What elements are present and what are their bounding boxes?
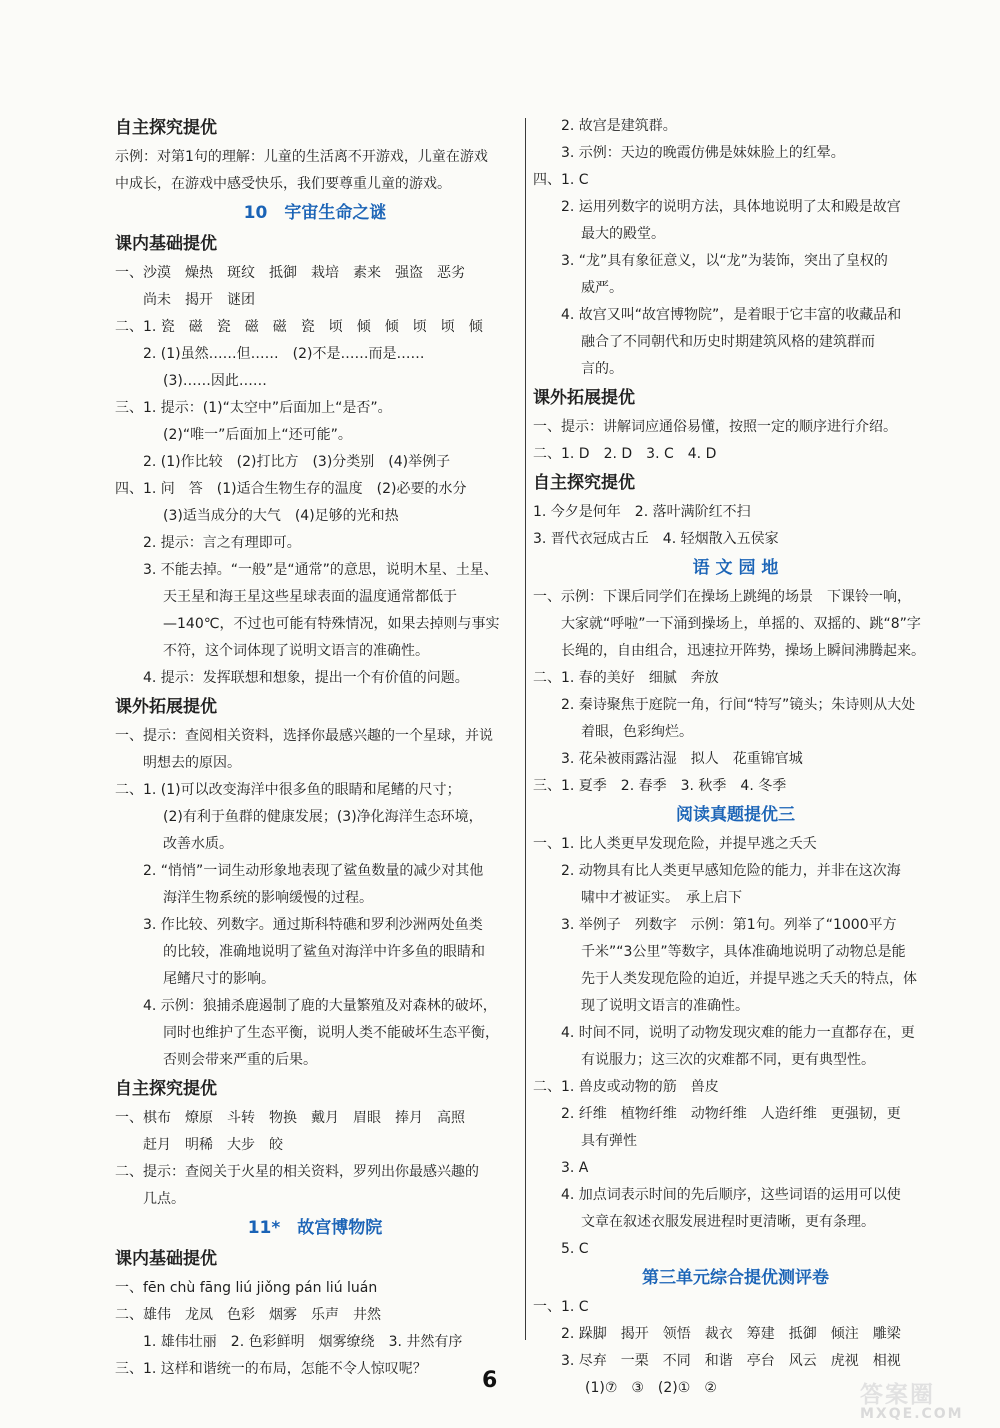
answer-line: 四、1. 问 答 (1)适合生物生存的温度 (2)必要的水分 — [115, 481, 467, 497]
answer-line: 尚未 揭开 谜团 — [143, 292, 255, 308]
section-heading: 自主探究提优 — [115, 118, 217, 138]
answer-line: 二、1. D 2. D 3. C 4. D — [533, 446, 717, 462]
answer-line: 4. 提示：发挥联想和想象，提出一个有价值的问题。 — [143, 670, 469, 686]
answer-line: 二、雄伟 龙凤 色彩 烟雾 乐声 井然 — [115, 1307, 381, 1323]
answer-line: (3)适当成分的大气 (4)足够的光和热 — [163, 508, 399, 524]
answer-line: 一、沙漠 燥热 斑纹 抵御 栽培 素来 强盗 恶劣 — [115, 265, 465, 281]
answer-line: 3. 示例：天边的晚霞仿佛是妹妹脸上的红晕。 — [561, 145, 845, 161]
answer-line: 2. 运用列数字的说明方法，具体地说明了太和殿是故宫 — [561, 199, 901, 215]
answer-line: 一、棋布 燎原 斗转 物换 戴月 眉眼 捧月 高照 — [115, 1110, 465, 1126]
answer-line: 有说服力；这三次的灾难都不同，更有典型性。 — [581, 1052, 875, 1068]
answer-line: 2. 跺脚 揭开 领悟 裁衣 筹建 抵御 倾注 雕梁 — [561, 1326, 901, 1342]
answer-line: 2. 故宫是建筑群。 — [561, 118, 677, 134]
answer-line: 一、1. 比人类更早发现危险，并提早逃之夭夭 — [533, 836, 817, 852]
answer-line: 一、fēn chù fāng liú jiǒng pán liú luán — [115, 1280, 378, 1296]
answer-line: 现了说明文语言的准确性。 — [581, 998, 749, 1014]
answer-line: (1)⑦ ③ (2)① ② — [585, 1380, 717, 1396]
answer-line: 明想去的原因。 — [143, 755, 241, 771]
answer-line: 3. 举例子 列数字 示例：第1句。列举了“1000平方 — [561, 917, 897, 933]
answer-line: 2. (1)虽然……但…… (2)不是……而是…… — [143, 346, 425, 362]
section-heading: 课内基础提优 — [115, 234, 217, 254]
answer-line: 2. (1)作比较 (2)打比方 (3)分类别 (4)举例子 — [143, 454, 451, 470]
answer-line: 2. 提示：言之有理即可。 — [143, 535, 301, 551]
answer-line: 具有弹性 — [581, 1133, 637, 1149]
answer-line: 4. 故宫又叫“故宫博物院”，是着眼于它丰富的收藏品和 — [561, 307, 902, 323]
right-column — [533, 113, 938, 1402]
answer-line: 几点。 — [143, 1191, 185, 1207]
answer-line: 一、提示：讲解词应通俗易懂，按照一定的顺序进行介绍。 — [533, 419, 897, 435]
answer-line: 一、提示：查阅相关资料，选择你最感兴趣的一个星球，并说 — [115, 728, 493, 744]
answer-line: 中成长，在游戏中感受快乐，我们要尊重儿童的游戏。 — [115, 176, 451, 192]
answer-line: 三、1. 这样和谐统一的布局，怎能不令人惊叹呢？ — [115, 1361, 427, 1377]
answer-line: 5. C — [561, 1241, 589, 1257]
answer-line: 着眼，色彩绚烂。 — [581, 724, 693, 740]
answer-line: 2. 秦诗聚焦于庭院一角，行间“特写”镜头；朱诗则从大处 — [561, 697, 916, 713]
answer-line: 最大的殿堂。 — [581, 226, 665, 242]
answer-line: 同时也维护了生态平衡，说明人类不能破坏生态平衡， — [163, 1025, 499, 1041]
answer-line: 威严。 — [581, 280, 623, 296]
answer-line: 3. A — [561, 1160, 589, 1176]
section-heading: 课外拓展提优 — [533, 388, 635, 408]
answer-line: 4. 示例：狼捕杀鹿遏制了鹿的大量繁殖及对森林的破坏， — [143, 998, 497, 1014]
section-heading: 课内基础提优 — [115, 1249, 217, 1269]
answer-line: 的比较，准确地说明了鲨鱼对海洋中许多鱼的眼睛和 — [163, 944, 485, 960]
answer-line: 长绳的，自由组合，迅速拉开阵势，操场上瞬间沸腾起来。 — [561, 643, 925, 659]
answer-line: 二、提示：查阅关于火星的相关资料，罗列出你最感兴趣的 — [115, 1164, 479, 1180]
answer-line: 3. 尽弃 一栗 不同 和谐 亭台 风云 虎视 相视 — [561, 1353, 901, 1369]
answer-line: 二、1. 瓷 磁 瓷 磁 磁 瓷 顷 倾 倾 顷 顷 倾 — [115, 319, 483, 335]
answer-line: 三、1. 提示：(1)“太空中”后面加上“是否”。 — [115, 400, 392, 416]
answer-line: 3. 晋代衣冠成古丘 4. 轻烟散入五侯家 — [533, 531, 779, 547]
watermark-text: 答案圈 — [860, 1382, 935, 1408]
watermark-url: MXQE.COM — [860, 1406, 964, 1422]
answer-line: 言的。 — [581, 361, 623, 377]
answer-line: 千米”“3公里”等数字，具体准确地说明了动物总是能 — [581, 944, 906, 960]
answer-line: 一、示例：下课后同学们在操场上跳绳的场景 下课铃一响， — [533, 589, 911, 605]
answer-line: 否则会带来严重的后果。 — [163, 1052, 317, 1068]
answer-line: 2. 动物具有比人类更早感知危险的能力，并非在这次海 — [561, 863, 901, 879]
answer-line: 3. 花朵被雨露沾湿 拟人 花重锦官城 — [561, 751, 803, 767]
answer-line: 不符，这个词体现了说明文语言的准确性。 — [163, 643, 429, 659]
answer-line: 天王星和海王星这些星球表面的温度通常都低于 — [163, 589, 457, 605]
answer-line: 文章在叙述衣服发展进程时更清晰，更有条理。 — [581, 1214, 875, 1230]
lesson-title: 10 宇宙生命之谜 — [243, 203, 387, 223]
answer-line: 三、1. 夏季 2. 春季 3. 秋季 4. 冬季 — [533, 778, 787, 794]
answer-line: 海洋生物系统的影响缓慢的过程。 — [163, 890, 373, 906]
answer-line: 改善水质。 — [163, 836, 233, 852]
lesson-title: 第三单元综合提优测评卷 — [642, 1268, 829, 1288]
answer-line: 3. “龙”具有象征意义，以“龙”为装饰，突出了皇权的 — [561, 253, 888, 269]
answer-line: 先于人类发现危险的迫近，并提早逃之夭夭的特点，体 — [581, 971, 917, 987]
answer-line: 尾鳍尺寸的影响。 — [163, 971, 275, 987]
lesson-title: 11* 故宫博物院 — [247, 1218, 383, 1238]
left-column — [115, 113, 515, 1383]
answer-line: 1. 今夕是何年 2. 落叶满阶红不扫 — [533, 504, 751, 520]
answer-line: 一、1. C — [533, 1299, 589, 1315]
answer-line: 二、1. 兽皮或动物的筋 兽皮 — [533, 1079, 719, 1095]
answer-line: (2)有利于鱼群的健康发展；(3)净化海洋生态环境， — [163, 809, 483, 825]
answer-line: (2)“唯一”后面加上“还可能”。 — [163, 427, 352, 443]
answer-line: 3. 作比较、列数字。通过斯科特礁和罗利沙洲两处鱼类 — [143, 917, 483, 933]
column-divider — [525, 118, 526, 1340]
lesson-title: 语 文 园 地 — [692, 558, 779, 578]
answer-line: 4. 加点词表示时间的先后顺序，这些词语的运用可以使 — [561, 1187, 901, 1203]
page-number: 6 — [482, 1368, 498, 1393]
section-heading: 自主探究提优 — [115, 1079, 217, 1099]
answer-line: 二、1. 春的美好 细腻 奔放 — [533, 670, 719, 686]
answer-line: 啸中才被证实。 承上启下 — [581, 890, 742, 906]
lesson-title: 阅读真题提优三 — [676, 805, 795, 825]
answer-line: 4. 时间不同，说明了动物发现灾难的能力一直都存在，更 — [561, 1025, 915, 1041]
watermark-logo — [860, 1376, 988, 1420]
answer-line: —140℃，不过也可能有特殊情况，如果去掉则与事实 — [163, 616, 500, 632]
answer-line: 二、1. (1)可以改变海洋中很多鱼的眼睛和尾鳍的尺寸； — [115, 782, 461, 798]
answer-line: 四、1. C — [533, 172, 589, 188]
answer-line: 2. “悄悄”一词生动形象地表现了鲨鱼数量的减少对其他 — [143, 863, 484, 879]
answer-line: 赶月 明稀 大步 皎 — [143, 1137, 283, 1153]
answer-line: 大家就“呼啦”一下涌到操场上，单摇的、双摇的、跳“8”字 — [561, 616, 921, 632]
section-heading: 课外拓展提优 — [115, 697, 217, 717]
answer-line: (3)……因此…… — [163, 373, 267, 389]
section-heading: 自主探究提优 — [533, 473, 635, 493]
answer-line: 示例：对第1句的理解：儿童的生活离不开游戏，儿童在游戏 — [115, 149, 488, 165]
answer-line: 1. 雄伟壮丽 2. 色彩鲜明 烟雾缭绕 3. 井然有序 — [143, 1334, 463, 1350]
answer-line: 3. 不能去掉。“一般”是“通常”的意思，说明木星、土星、 — [143, 562, 498, 578]
answer-line: 2. 纤维 植物纤维 动物纤维 人造纤维 更强韧，更 — [561, 1106, 901, 1122]
answer-line: 融合了不同朝代和历史时期建筑风格的建筑群而 — [581, 334, 875, 350]
